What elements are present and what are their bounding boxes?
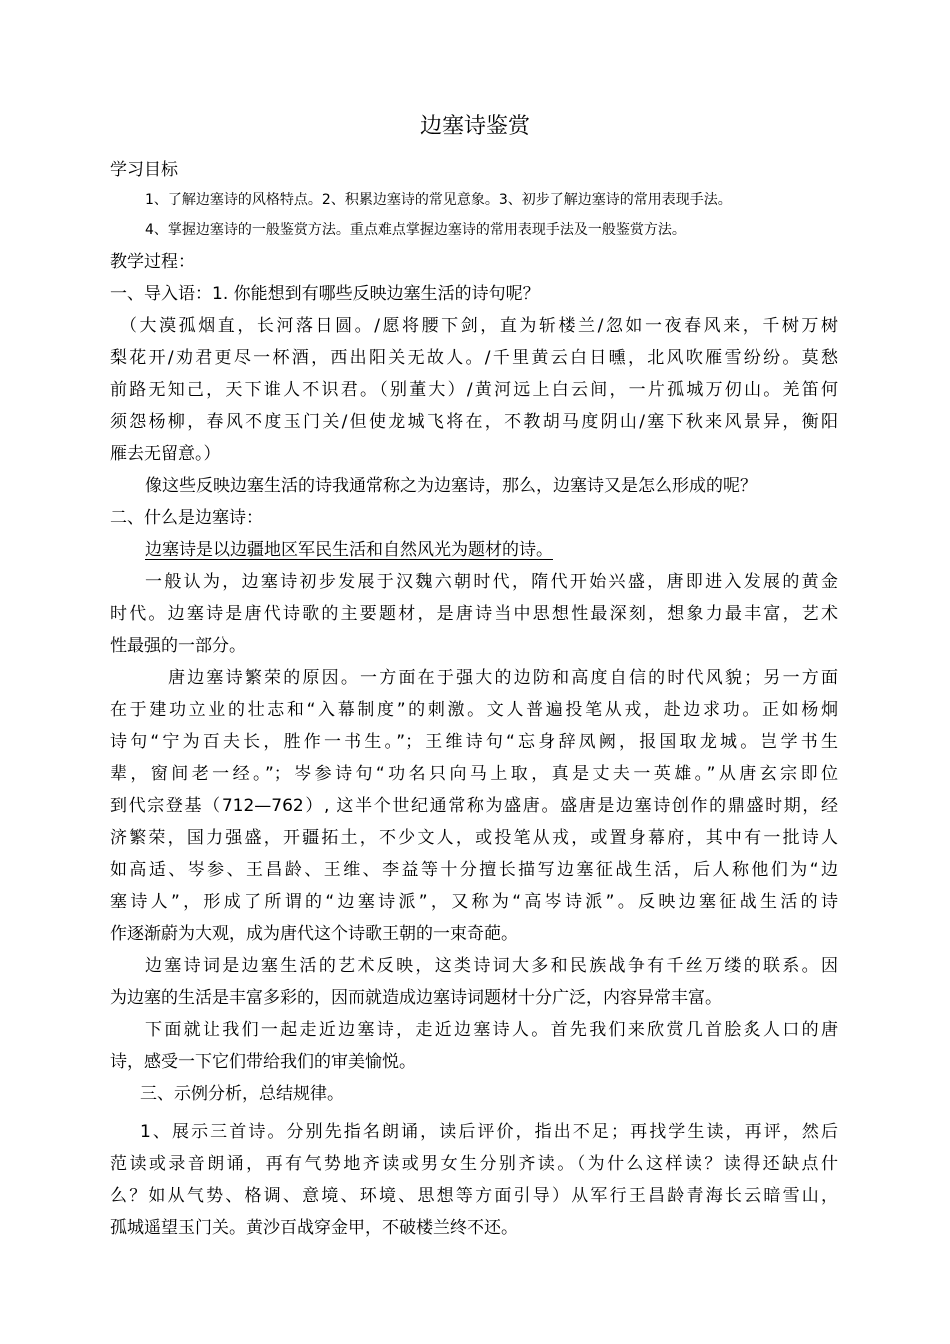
definition-sentence: 边塞诗是以边疆地区军民生活和自然风光为题材的诗。 bbox=[145, 540, 553, 560]
objective-line-2: 4、掌握边塞诗的一般鉴赏方法。重点难点掌握边塞诗的常用表现手法及一般鉴赏方法。 bbox=[145, 222, 686, 238]
section-heading-intro: 一、导入语：1. 你能想到有哪些反映边塞生活的诗句呢？ bbox=[110, 284, 540, 304]
paragraph-line: 一般认为，边塞诗初步发展于汉魏六朝时代，隋代开始兴盛，唐即进入发展的黄金 bbox=[145, 572, 838, 592]
paragraph-line: 为边塞的生活是丰富多彩的，因而就造成边塞诗词题材十分广泛，内容异常丰富。 bbox=[110, 988, 722, 1008]
section-heading-definition: 二、什么是边塞诗： bbox=[110, 508, 263, 528]
paragraph-line: 到代宗登基（712—762）, 这半个世纪通常称为盛唐。盛唐是边塞诗创作的鼎盛时期，经 bbox=[110, 796, 838, 816]
paragraph-line: 么？如从气势、格调、意境、环境、思想等方面引导）从军行王昌龄青海长云暗雪山， bbox=[110, 1186, 838, 1206]
paragraph-line: 雁去无留意。） bbox=[110, 444, 221, 464]
paragraph-line: 前路无知己，天下谁人不识君。（别董大）/黄河远上白云间，一片孤城万仞山。羌笛何 bbox=[110, 380, 838, 400]
paragraph-line: 唐边塞诗繁荣的原因。一方面在于强大的边防和高度自信的时代风貌；另一方面 bbox=[168, 668, 838, 688]
paragraph-line: 诗句“宁为百夫长，胜作一书生。”；王维诗句“忘身辞凤阙，报国取龙城。岂学书生 bbox=[110, 732, 838, 752]
paragraph-line: 性最强的一部分。 bbox=[110, 636, 246, 656]
paragraph-line: 1、展示三首诗。分别先指名朗诵，读后评价，指出不足；再找学生读，再评，然后 bbox=[140, 1122, 838, 1142]
section-heading-objectives: 学习目标 bbox=[110, 160, 178, 180]
paragraph-line: 梨花开/劝君更尽一杯酒，西出阳关无故人。/千里黄云白日曛，北风吹雁雪纷纷。莫愁 bbox=[110, 348, 838, 368]
document-title: 边塞诗鉴赏 bbox=[419, 114, 530, 139]
section-heading-process: 教学过程： bbox=[110, 252, 195, 272]
paragraph-line: 须怨杨柳，春风不度玉门关/但使龙城飞将在，不教胡马度阴山/塞下秋来风景异，衡阳 bbox=[110, 412, 838, 432]
paragraph-line: 济繁荣，国力强盛，开疆拓土，不少文人，或投笔从戎，或置身幕府，其中有一批诗人 bbox=[110, 828, 838, 848]
paragraph-line: 时代。边塞诗是唐代诗歌的主要题材，是唐诗当中思想性最深刻，想象力最丰富，艺术 bbox=[110, 604, 838, 624]
paragraph-line: 边塞诗词是边塞生活的艺术反映，这类诗词大多和民族战争有千丝万缕的联系。因 bbox=[145, 956, 838, 976]
paragraph-line: 孤城遥望玉门关。黄沙百战穿金甲，不破楼兰终不还。 bbox=[110, 1218, 518, 1238]
paragraph-line: 作逐渐蔚为大观，成为唐代这个诗歌王朝的一束奇葩。 bbox=[110, 924, 518, 944]
paragraph-line: （大漠孤烟直，长河落日圆。/愿将腰下剑，直为斩楼兰/忽如一夜春风来，千树万树 bbox=[120, 316, 838, 336]
paragraph-line: 范读或录音朗诵，再有气势地齐读或男女生分别齐读。（为什么这样读？读得还缺点什 bbox=[110, 1154, 838, 1174]
paragraph-line: 诗，感受一下它们带给我们的审美愉悦。 bbox=[110, 1052, 416, 1072]
paragraph-line: 下面就让我们一起走近边塞诗，走近边塞诗人。首先我们来欣赏几首脍炙人口的唐 bbox=[145, 1020, 838, 1040]
paragraph-line: 塞诗人”，形成了所谓的“边塞诗派”，又称为“高岑诗派”。反映边塞征战生活的诗 bbox=[110, 892, 838, 912]
paragraph-line: 如高适、岑参、王昌龄、王维、李益等十分擅长描写边塞征战生活，后人称他们为“边 bbox=[110, 860, 838, 880]
paragraph-line: 像这些反映边塞生活的诗我通常称之为边塞诗，那么，边塞诗又是怎么形成的呢？ bbox=[145, 476, 757, 496]
section-heading-examples: 三、示例分析，总结规律。 bbox=[140, 1084, 344, 1104]
objective-line-1: 1、了解边塞诗的风格特点。2、积累边塞诗的常见意象。3、初步了解边塞诗的常用表现手法。 bbox=[145, 192, 732, 208]
paragraph-line: 辈，窗间老一经。”；岑参诗句“功名只向马上取，真是丈夫一英雄。”从唐玄宗即位 bbox=[110, 764, 838, 784]
paragraph-line: 在于建功立业的壮志和“入幕制度”的刺激。文人普遍投笔从戎，赴边求功。正如杨炯 bbox=[110, 700, 838, 720]
